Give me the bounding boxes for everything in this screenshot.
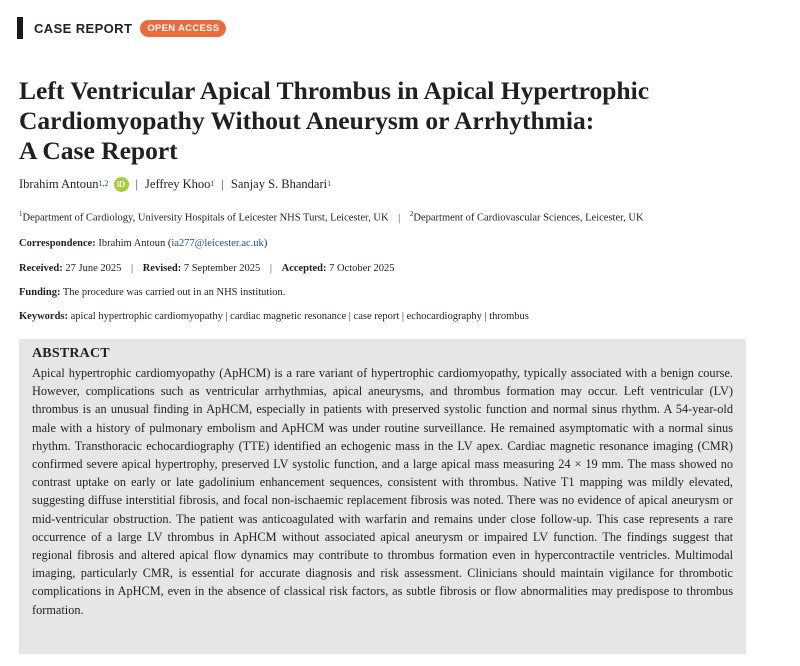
open-access-badge[interactable]: OPEN ACCESS xyxy=(140,20,226,37)
correspondence-email-link[interactable]: ia277@leicester.ac.uk xyxy=(171,238,264,249)
title-line: A Case Report xyxy=(19,136,178,165)
keywords xyxy=(19,311,529,322)
affiliations xyxy=(19,210,644,224)
author-affiliation-mark: 1,2 xyxy=(98,179,109,188)
keywords-label: Keywords: xyxy=(19,311,68,322)
author-separator: | xyxy=(135,177,139,191)
title-line: Cardiomyopathy Without Aneurysm or Arrhythmia: xyxy=(19,106,595,135)
keywords-text: apical hypertrophic cardiomyopathy | cardiac magnetic resonance | case report | echocardiography | thrombus xyxy=(70,311,529,322)
correspondence-name: Ibrahim Antoun xyxy=(98,238,166,249)
date-separator: | xyxy=(130,263,134,274)
affiliation-number: 2 xyxy=(409,210,414,218)
revised-date: 7 September 2025 xyxy=(183,263,261,274)
article-type-label: CASE REPORT xyxy=(34,20,133,36)
orcid-icon[interactable]: iD xyxy=(114,177,129,192)
correspondence-label: Correspondence: xyxy=(19,238,96,249)
accepted-date: 7 October 2025 xyxy=(329,263,395,274)
date-separator: | xyxy=(269,263,272,274)
title-line: Left Ventricular Apical Thrombus in Apical Hypertrophic xyxy=(19,76,650,105)
author-affiliation-mark: 1 xyxy=(210,179,215,188)
accepted-label: Accepted: xyxy=(281,263,327,274)
author-name[interactable]: Sanjay S. Bhandari xyxy=(230,177,328,191)
header-accent-bar xyxy=(17,17,23,39)
author-affiliation-mark: 1 xyxy=(327,179,332,188)
author-name[interactable]: Jeffrey Khoo xyxy=(145,177,211,191)
author-name[interactable]: Ibrahim Antoun xyxy=(19,177,99,191)
author-separator: | xyxy=(221,177,224,191)
affiliation-text: Department of Cardiovascular Sciences, Leicester, UK xyxy=(413,212,644,224)
affiliation-text: Department of Cardiology, University Hospitals of Leicester NHS Turst, Leicester, UK xyxy=(22,212,389,224)
affiliation-separator: | xyxy=(398,212,401,224)
article-title xyxy=(19,76,779,166)
funding-text: The procedure was carried out in an NHS institution. xyxy=(62,287,286,298)
funding-label: Funding: xyxy=(19,287,61,298)
received-label: Received: xyxy=(19,263,63,274)
author-list xyxy=(19,177,331,192)
affiliation-number: 1 xyxy=(19,210,23,218)
abstract-text: Apical hypertrophic cardiomyopathy (ApHCM) is a rare variant of hypertrophic cardiomyopathy, typically associated with a benign course. However, complications such as ventricular arrhythmias, apical aneurysms, and thrombus formation may occur. Left ventricular (LV) thrombus is an unusual finding in ApHCM, especially in patients with preserved systolic function and normal sinus rhythm. A 54-year-old male with a history of pulmonary embolism and ApHCM was under routine surveillance. He remained asymptomatic with a normal sinus rhythm. Transthoracic echocardiography (TTE) identified an echogenic mass in the LV apex. Cardiac magnetic resonance imaging (CMR) confirmed severe apical hypertrophy, preserved LV systolic function, and a large apical mass measuring 24 × 19 mm. The mass showed no contrast uptake on early or late gadolinium enhancement sequences, consistent with thrombus. Native T1 mapping was mildly elevated, suggesting diffuse interstitial fibrosis, and focal non-ischaemic replacement fibrosis was noted. There was no evidence of apical aneurysm or mid-ventricular obstruction. The patient was anticoagulated with warfarin and remains under close follow-up. This case represents a rare occurrence of a large LV thrombus in ApHCM without associated apical aneurysm or impaired LV function. The findings suggest that regional fibrosis and altered apical flow dynamics may contribute to thrombus formation even in hypercontractile ventricles. Multimodal imaging, particularly CMR, is essential for accurate diagnosis and risk assessment. Clinicians should maintain vigilance for thrombotic complications in ApHCM, even in the absence of classical risk factors, as subtle fibrosis or flow abnormalities may predispose to thrombus formation. xyxy=(32,366,733,617)
revised-label: Revised: xyxy=(142,263,182,274)
funding xyxy=(19,287,285,298)
article-dates xyxy=(19,263,394,274)
received-date: 27 June 2025 xyxy=(65,263,122,274)
correspondence: Correspondence: Ibrahim Antoun (ia277@leicester.ac.uk) xyxy=(19,238,268,249)
article-type-header xyxy=(17,17,226,39)
abstract-box xyxy=(19,339,746,654)
abstract-heading: ABSTRACT xyxy=(32,346,110,361)
